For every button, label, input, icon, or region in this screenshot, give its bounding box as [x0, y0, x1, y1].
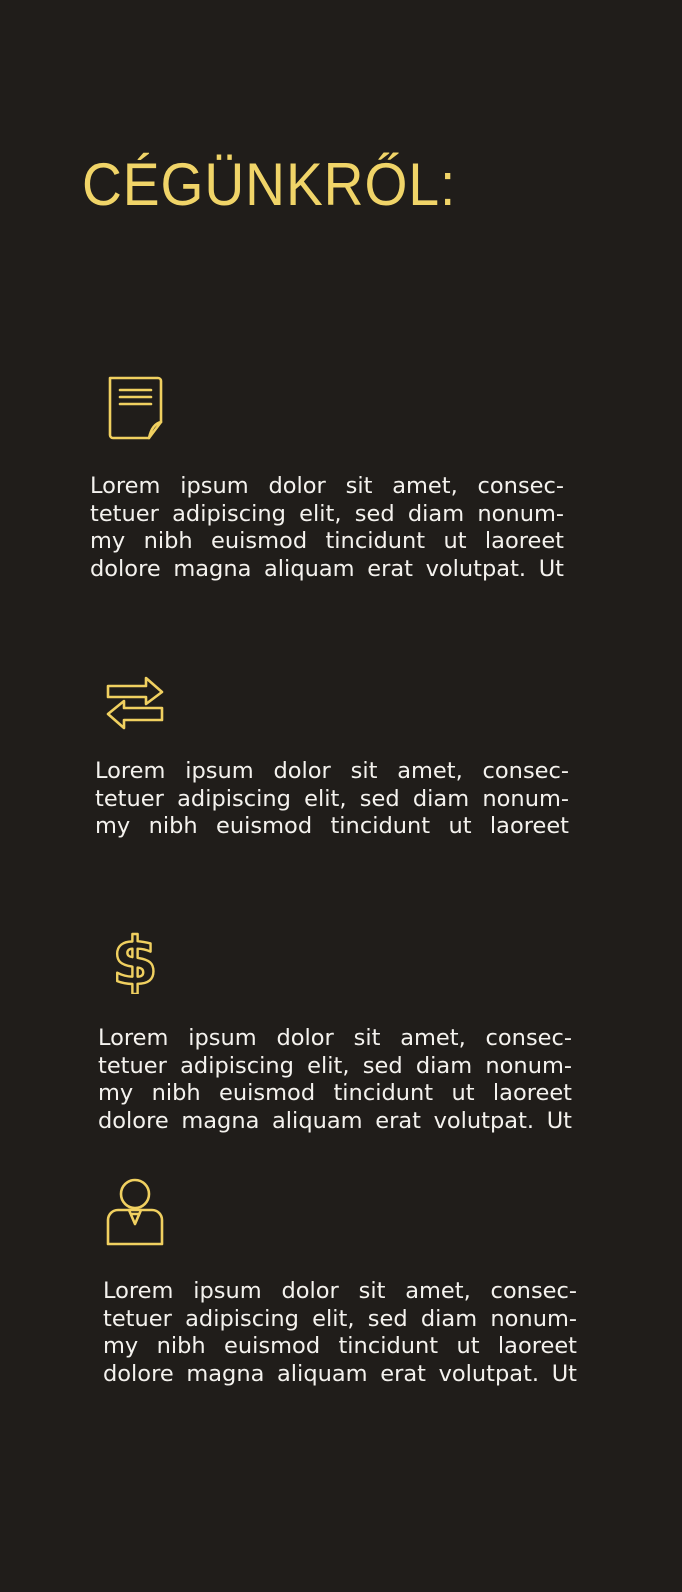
- text-line: Lorem ipsum dolor sit amet, consec-: [103, 1278, 577, 1304]
- text-line: my nibh euismod tincidunt ut laoreet: [90, 528, 564, 554]
- page-title: CÉGÜNKRŐL:: [82, 151, 457, 218]
- text-line: Lorem ipsum dolor sit amet, consec-: [95, 758, 569, 784]
- text-line: dolore magna aliquam erat volutpat. Ut: [103, 1360, 577, 1387]
- text-line: tetuer adipiscing elit, sed diam nonum-: [103, 1305, 577, 1332]
- person-icon: [100, 1176, 170, 1246]
- section-text-1: [90, 473, 564, 583]
- section-text-4: [103, 1278, 577, 1388]
- text-line: dolore magna aliquam erat volutpat. Ut: [90, 555, 564, 582]
- svg-text:$: $: [112, 924, 158, 994]
- text-line: tetuer adipiscing elit, sed diam nonum-: [90, 500, 564, 527]
- text-line: Lorem ipsum dolor sit amet, consec-: [98, 1025, 572, 1051]
- dollar-icon: [100, 924, 170, 994]
- text-line: my nibh euismod tincidunt ut laoreet: [98, 1080, 572, 1106]
- section-text-2: [95, 758, 569, 841]
- section-text-3: [98, 1025, 572, 1135]
- text-line: dolore magna aliquam erat volutpat. Ut: [98, 1107, 572, 1134]
- text-line: tetuer adipiscing elit, sed diam nonum-: [98, 1052, 572, 1079]
- text-line: tetuer adipiscing elit, sed diam nonum-: [95, 785, 569, 812]
- exchange-arrows-icon: [100, 670, 170, 740]
- text-line: my nibh euismod tincidunt ut laoreet: [95, 813, 569, 839]
- text-line: my nibh euismod tincidunt ut laoreet: [103, 1333, 577, 1359]
- document-icon: [100, 372, 170, 442]
- text-line: Lorem ipsum dolor sit amet, consec-: [90, 473, 564, 499]
